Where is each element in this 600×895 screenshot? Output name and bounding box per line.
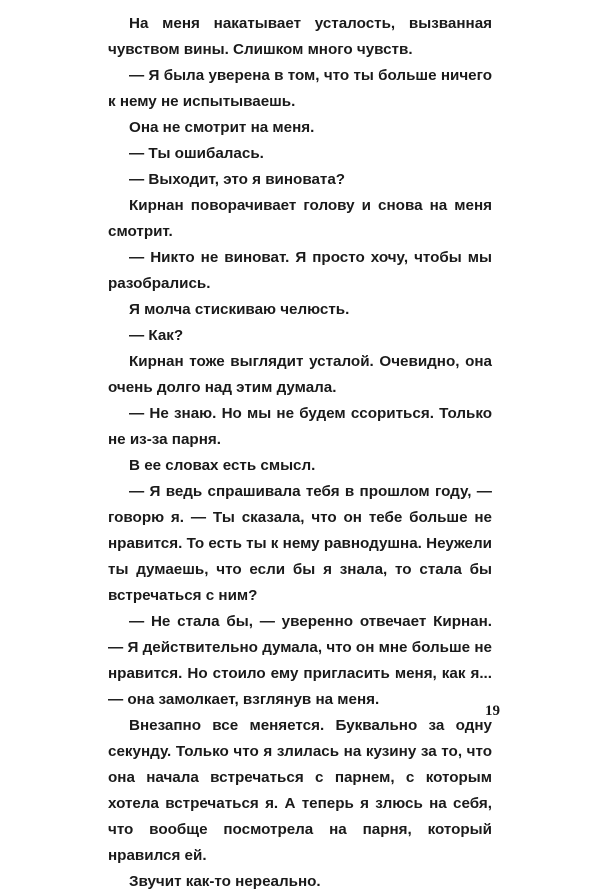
paragraph: — Как? bbox=[129, 327, 184, 344]
paragraph: Звучит как-то нереально. bbox=[129, 873, 321, 890]
paragraph: В ее словах есть смысл. bbox=[129, 457, 316, 474]
paragraph: Внезапно все меняется. Буквально за одну секунду. Только что я злилась на кузину за то, что она начала встречаться с парнем, с которым хотела встречаться я. А теперь я злюсь на себя, что вообще посмотрела на парня, который нравился ей. bbox=[108, 717, 492, 864]
paragraph: — Не стала бы, — уверенно отвечает Кирнан. — Я действительно думала, что он мне больше не нравится. Но стоило ему пригласить меня, как я... — она замолкает, взглянув на меня. bbox=[108, 613, 492, 708]
paragraph: — Я была уверена в том, что ты больше ничего к нему не испытываешь. bbox=[108, 67, 492, 110]
paragraph: — Выходит, это я виновата? bbox=[129, 171, 346, 188]
paragraph: Кирнан поворачивает голову и снова на меня смотрит. bbox=[108, 197, 492, 240]
paragraph: Она не смотрит на меня. bbox=[129, 119, 315, 136]
page-number: 19 bbox=[485, 703, 500, 719]
paragraph: Кирнан тоже выглядит усталой. Очевидно, она очень долго над этим думала. bbox=[108, 353, 492, 396]
paragraph: — Не знаю. Но мы не будем ссориться. Только не из-за парня. bbox=[108, 405, 492, 448]
paragraph: — Ты ошибалась. bbox=[129, 145, 264, 162]
body-text bbox=[108, 11, 492, 895]
paragraph: На меня накатывает усталость, вызванная чувством вины. Слишком много чувств. bbox=[108, 15, 492, 58]
paragraph: — Никто не виноват. Я просто хочу, чтобы мы разобрались. bbox=[108, 249, 492, 292]
paragraph: — Я ведь спрашивала тебя в прошлом году, — говорю я. — Ты сказала, что он тебе больше не нравится. То есть ты к нему равнодушна. Неужели ты думаешь, что если бы я знала, то стала бы встречаться с ним? bbox=[108, 483, 492, 604]
paragraph: Я молча стискиваю челюсть. bbox=[129, 301, 350, 318]
